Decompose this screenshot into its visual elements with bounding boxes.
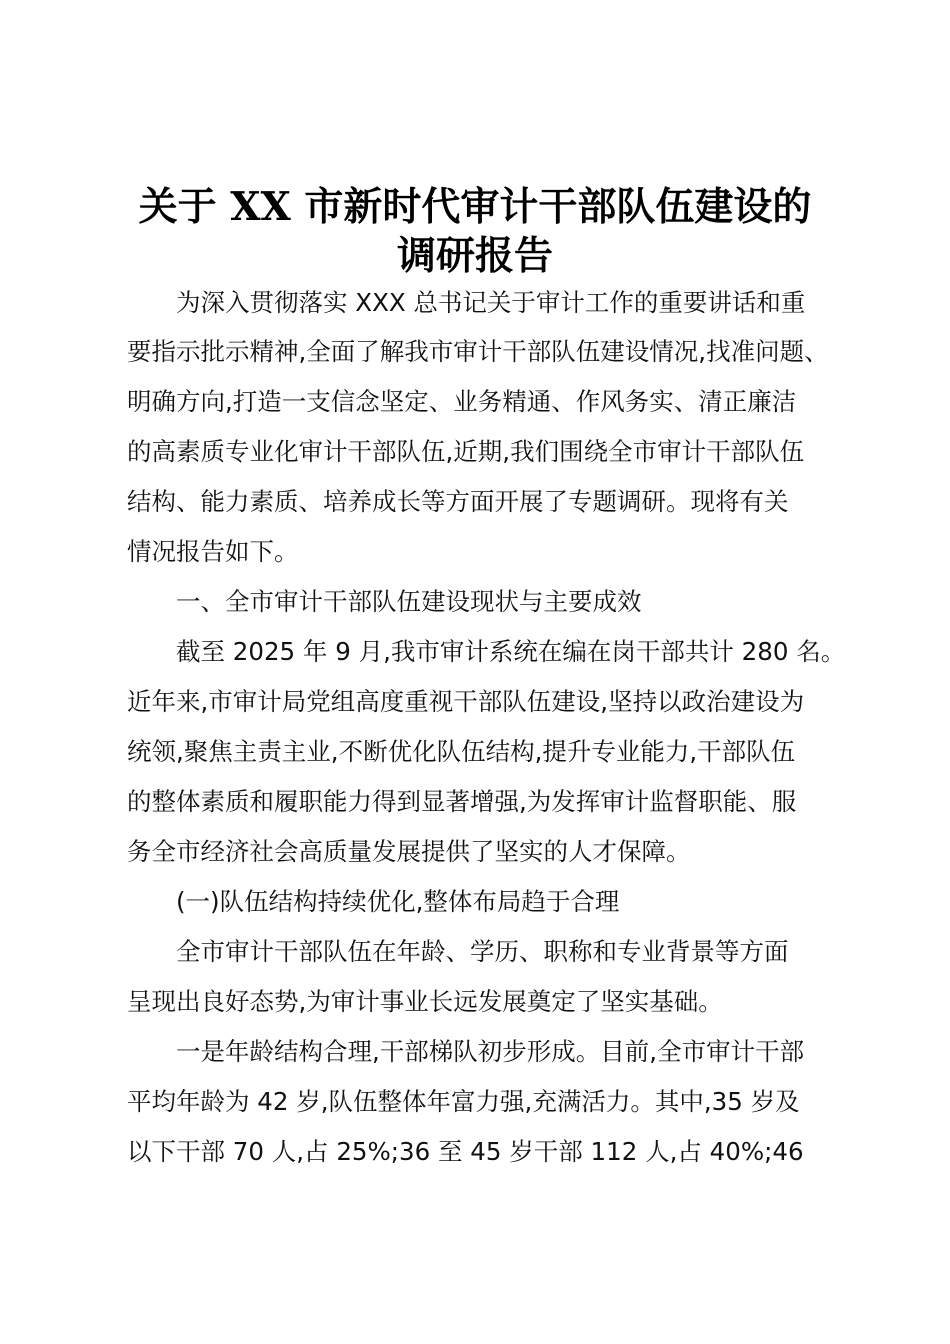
body-line: 要指示批示精神,全面了解我市审计干部队伍建设情况,找准问题、 bbox=[127, 337, 829, 366]
body-line: 结构、能力素质、培养成长等方面开展了专题调研。现将有关 bbox=[127, 487, 789, 516]
body-line: 近年来,市审计局党组高度重视干部队伍建设,坚持以政治建设为 bbox=[127, 687, 805, 716]
subsection-heading: (一)队伍结构持续优化,整体布局趋于合理 bbox=[127, 887, 620, 916]
body-line: 明确方向,打造一支信念坚定、业务精通、作风务实、清正廉洁 bbox=[127, 387, 797, 416]
body-line: 的高素质专业化审计干部队伍,近期,我们围绕全市审计干部队伍 bbox=[127, 437, 805, 466]
body-line: 的整体素质和履职能力得到显著增强,为发挥审计监督职能、服 bbox=[127, 787, 797, 816]
body-line: 截至 2025 年 9 月,我市审计系统在编在岗干部共计 280 名。 bbox=[127, 637, 846, 666]
body-line: 为深入贯彻落实 XXX 总书记关于审计工作的重要讲话和重 bbox=[127, 288, 806, 317]
body-line: 务全市经济社会高质量发展提供了坚实的人才保障。 bbox=[127, 837, 691, 866]
body-line: 统领,聚焦主责主业,不断优化队伍结构,提升专业能力,干部队伍 bbox=[127, 737, 796, 766]
body-line: 全市审计干部队伍在年龄、学历、职称和专业背景等方面 bbox=[127, 937, 789, 966]
body-line: 一是年龄结构合理,干部梯队初步形成。目前,全市审计干部 bbox=[127, 1037, 805, 1066]
body-line: 平均年龄为 42 岁,队伍整体年富力强,充满活力。其中,35 岁及 bbox=[127, 1087, 800, 1116]
document-title-line-2: 调研报告 bbox=[396, 233, 553, 279]
document-title-line-1: 关于 XX 市新时代审计干部队伍建设的 bbox=[138, 184, 812, 230]
section-heading: 一、全市审计干部队伍建设现状与主要成效 bbox=[127, 587, 642, 616]
body-line: 以下干部 70 人,占 25%;36 至 45 岁干部 112 人,占 40%;46 bbox=[127, 1137, 804, 1166]
body-line: 呈现出良好态势,为审计事业长远发展奠定了坚实基础。 bbox=[127, 987, 723, 1016]
body-line: 情况报告如下。 bbox=[127, 537, 299, 566]
